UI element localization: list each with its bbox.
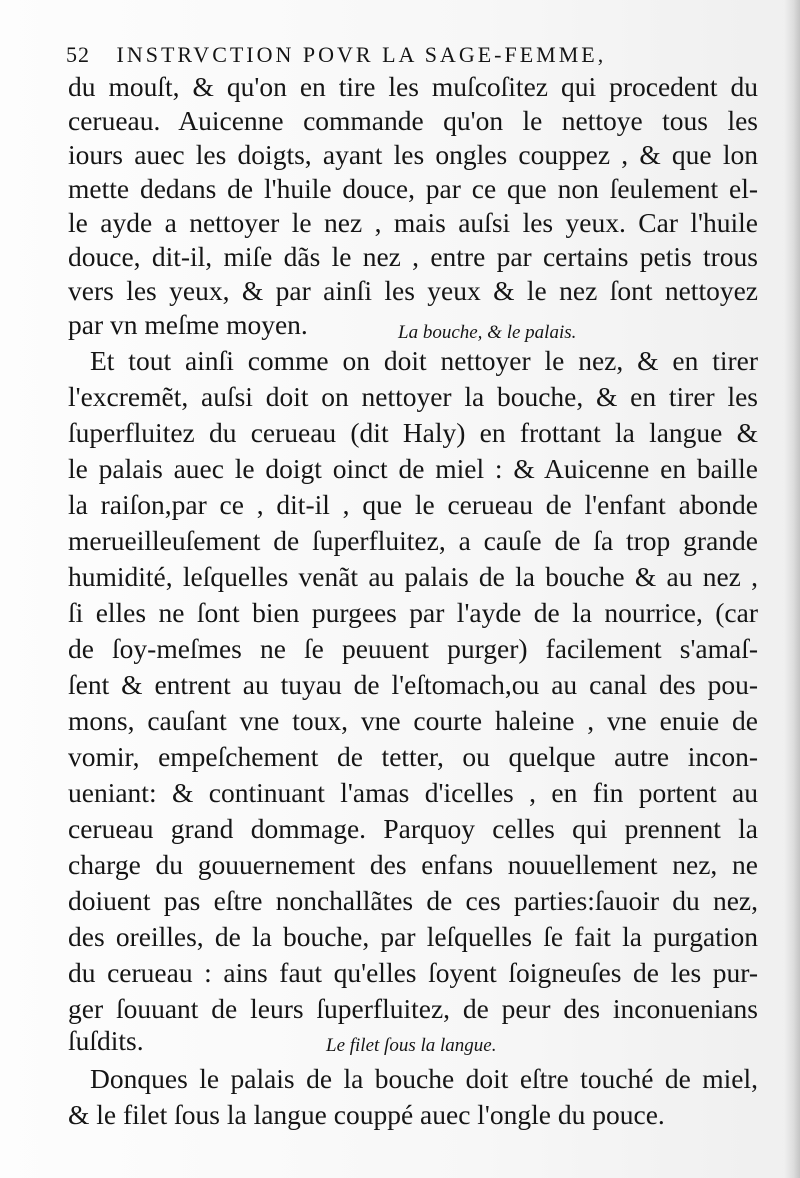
running-header: [66, 42, 726, 72]
text-line: charge du gouuernement des enfans nouuellement nez, ne: [68, 849, 758, 880]
text-line: la raiſon,par ce , dit-il , que le cerueau de l'enfant abonde: [68, 489, 758, 520]
text-line: iours auec les doigts, ayant les ongles couppez , & que lon: [68, 139, 758, 170]
text-line: ſuſdits.: [68, 1025, 144, 1056]
marginal-note-tongue-string: Le filet ſous la langue.: [326, 1035, 497, 1056]
text-line: mons, cauſant vne toux, vne courte haleine , vne enuie de: [68, 705, 758, 736]
text-line: ger ſouuant de leurs ſuperfluitez, de peur des inconuenians: [68, 993, 758, 1024]
text-line: ueniant: & continuant l'amas d'icelles , en fin portent au: [68, 777, 758, 808]
text-line: le palais auec le doigt oinct de miel : & Auicenne en baille: [68, 453, 758, 484]
text-line: le ayde a nettoyer le nez , mais auſsi les yeux. Car l'huile: [68, 207, 758, 238]
text-line: vers les yeux, & par ainſi les yeux & le nez ſont nettoyez: [68, 275, 758, 306]
text-line: & le filet ſous la langue couppé auec l'ongle du pouce.: [68, 1099, 665, 1130]
text-line: mette dedans de l'huile douce, par ce que non ſeulement el-: [68, 173, 758, 204]
text-line: du mouſt, & qu'on en tire les muſcoſitez qui procedent du: [68, 71, 758, 102]
text-line: du cerueau : ains faut qu'elles ſoyent ſoigneuſes de les pur-: [68, 957, 758, 988]
text-line: ſent & entrent au tuyau de l'eſtomach,ou au canal des pou-: [68, 669, 758, 700]
text-line: Et tout ainſi comme on doit nettoyer le nez, & en tirer: [90, 345, 758, 376]
text-line: par vn meſme moyen.: [68, 309, 308, 340]
text-line: l'excremẽt, auſsi doit on nettoyer la bouche, & en tirer les: [68, 381, 758, 412]
marginal-note-mouth-palate: La bouche, & le palais.: [398, 322, 577, 343]
text-line: humidité, leſquelles venãt au palais de la bouche & au nez ,: [68, 561, 758, 592]
text-line: merueilleuſement de ſuperfluitez, a cauſe de ſa trop grande: [68, 525, 758, 556]
text-line: de ſoy-meſmes ne ſe peuuent purger) facilement s'amaſ-: [68, 633, 758, 664]
text-line: ſi elles ne ſont bien purgees par l'ayde de la nourrice, (car: [68, 597, 758, 628]
page-edge-shadow: [784, 0, 800, 1178]
text-line: vomir, empeſchement de tetter, ou quelque autre incon-: [68, 741, 758, 772]
text-line: cerueau. Auicenne commande qu'on le nettoye tous les: [68, 105, 758, 136]
page-number: 52: [66, 42, 90, 67]
text-line: Donques le palais de la bouche doit eſtre touché de miel,: [90, 1063, 758, 1094]
text-line: douce, dit-il, miſe dãs le nez , entre par certains petis trous: [68, 241, 758, 272]
text-line: doiuent pas eſtre nonchallãtes de ces parties:ſauoir du nez,: [68, 885, 758, 916]
text-line: cerueau grand dommage. Parquoy celles qui prennent la: [68, 813, 758, 844]
text-line: des oreilles, de la bouche, par leſquelles ſe fait la purgation: [68, 921, 758, 952]
running-title: INSTRVCTION POVR LA SAGE-FEMME,: [116, 42, 607, 67]
text-line: ſuperfluitez du cerueau (dit Haly) en frottant la langue &: [68, 417, 758, 448]
